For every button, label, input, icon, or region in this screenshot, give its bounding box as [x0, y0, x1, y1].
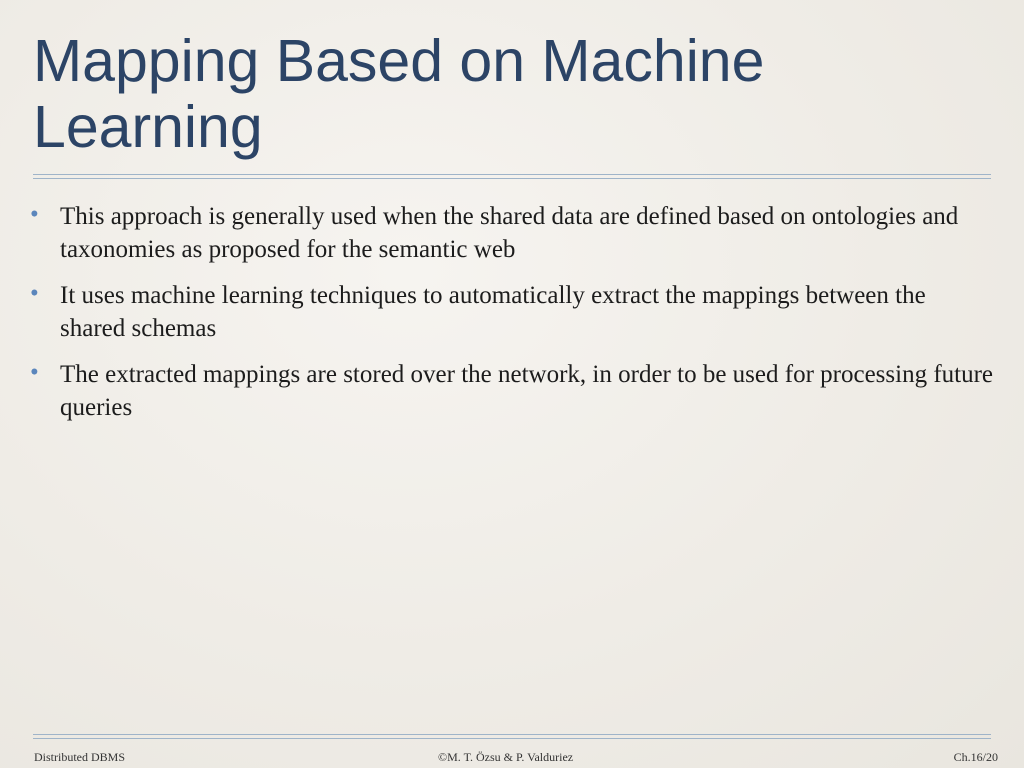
bullet-dot-icon: •	[30, 201, 39, 228]
bullet-dot-icon: •	[30, 280, 39, 307]
bullet-text: The extracted mappings are stored over the network, in order to be used for processing future queries	[60, 361, 994, 421]
bullet-dot-icon: •	[30, 359, 39, 386]
bullet-list	[28, 200, 993, 437]
bullet-text: This approach is generally used when the shared data are defined based on ontologies and taxonomies as proposed for the semantic web	[60, 203, 959, 263]
title-divider	[33, 174, 991, 179]
bullet-item	[28, 358, 993, 424]
slide-title: Mapping Based on Machine Learning	[33, 28, 765, 160]
footer-copyright: ©M. T. Özsu & P. Valduriez	[438, 750, 574, 764]
bullet-item	[28, 200, 993, 266]
bullet-item	[28, 279, 993, 345]
footer-page-number: Ch.16/20	[953, 750, 998, 764]
bullet-text: It uses machine learning techniques to automatically extract the mappings between the shared schemas	[60, 282, 926, 342]
footer-course-label: Distributed DBMS	[34, 750, 126, 764]
footer-divider	[33, 734, 991, 739]
